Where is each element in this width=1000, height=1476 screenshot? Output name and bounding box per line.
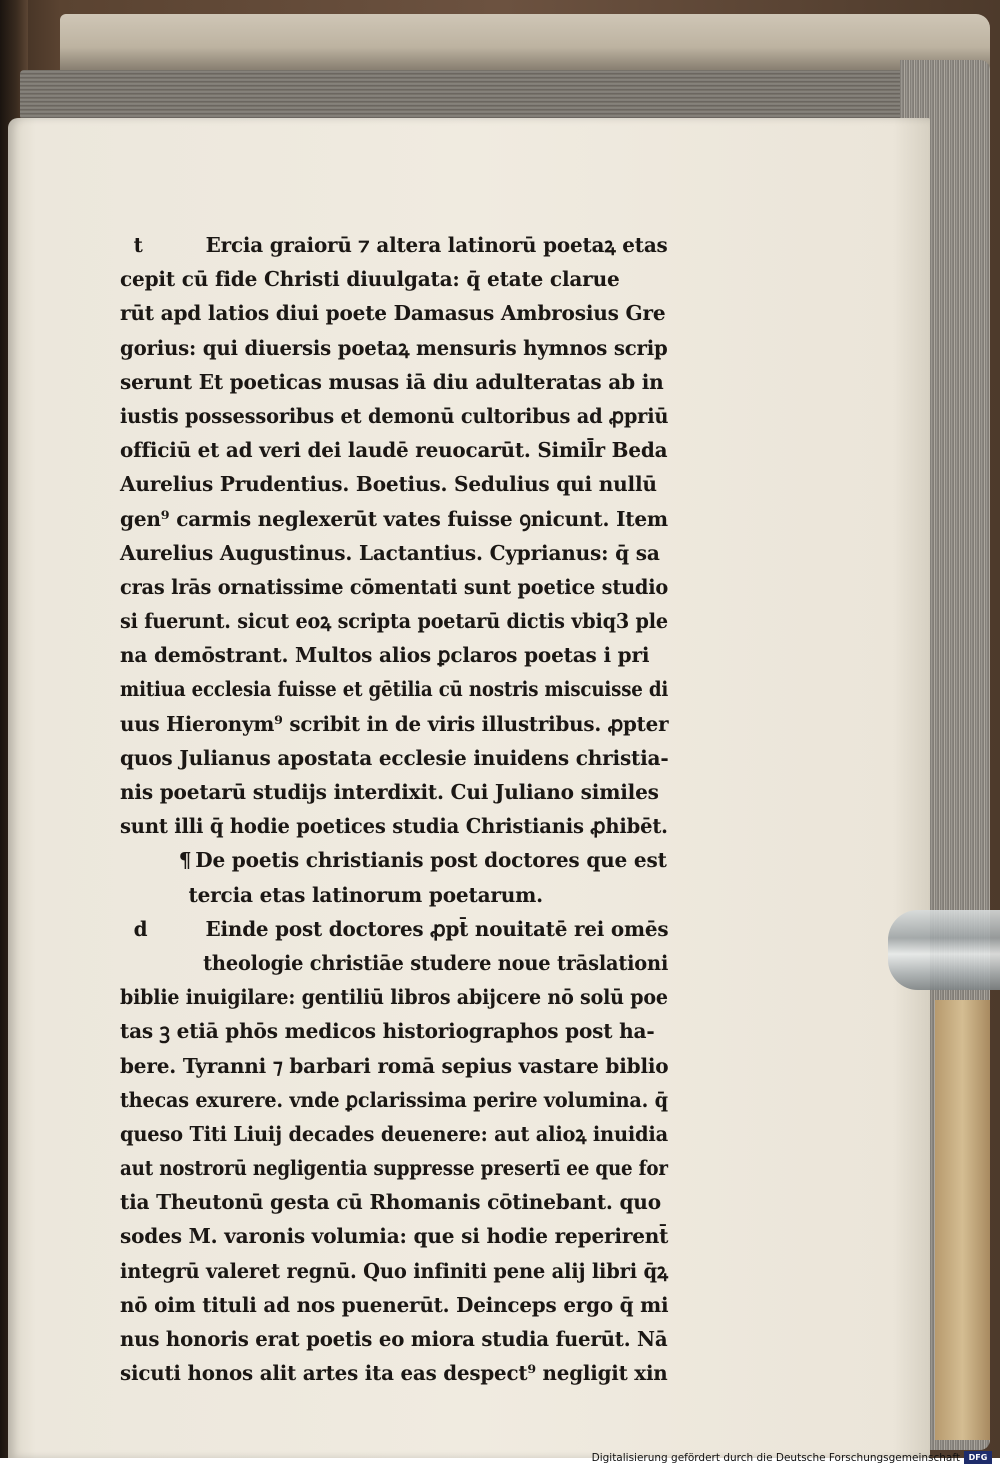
- text-line: [120, 741, 668, 775]
- line-text: nus honoris erat poetis eo miora studia fuerūt. Nā: [120, 1327, 668, 1351]
- page-block-right-lower: [935, 1000, 990, 1440]
- line-text: quos Julianus apostata ecclesie inuidens christia-: [120, 745, 669, 770]
- text-line: [120, 980, 668, 1014]
- line-text: queso Titi Liuij decades deuenere: aut alioꝝ inuidia: [120, 1121, 668, 1146]
- dfg-logo: DFG: [964, 1451, 992, 1464]
- line-text: Ercia graiorū ⁊ altera latinorū poetaꝝ etas: [205, 233, 668, 257]
- text-line: [120, 502, 668, 536]
- pilcrow-mark: ¶: [178, 848, 192, 873]
- line-text: biblie inuigilare: gentiliū libros abijcere nō solū poe: [120, 985, 668, 1010]
- text-line: [120, 946, 669, 980]
- line-text: theologie christiāe studere noue trāslationi: [203, 950, 669, 975]
- line-text: De poetis christianis post doctores que est: [195, 848, 667, 873]
- text-line: [120, 467, 668, 501]
- text-line: [120, 672, 669, 706]
- text-line: [120, 1356, 668, 1390]
- text-line: [120, 638, 668, 672]
- text-line: [120, 1254, 668, 1288]
- marginal-letter: d: [133, 916, 148, 941]
- line-text: tercia etas latinorum poetarum.: [188, 882, 543, 907]
- text-line: [120, 536, 668, 570]
- text-line: [120, 570, 669, 604]
- text-line: [120, 1117, 668, 1151]
- text-line: [120, 1322, 668, 1356]
- line-text: nō oim tituli ad nos puenerūt. Deinceps ergo q̄ mi: [120, 1292, 669, 1317]
- line-text: officiū et ad veri dei laudē reuocarūt. Simil̄r Beda: [120, 438, 668, 463]
- line-text: mitiua ecclesia fuisse et gētilia cū nostris miscuisse di: [120, 677, 669, 702]
- text-line: [120, 912, 669, 946]
- page-block-top-edges: [20, 70, 960, 120]
- line-text: integrū valeret regnū. Quo infiniti pene alij libri q̄ꝝ: [120, 1258, 668, 1283]
- line-text: iustis possessoribus et demonū cultoribus ad ꝓpriū: [120, 403, 669, 428]
- text-line: [120, 399, 669, 433]
- footer-credit: Digitalisierung gefördert durch die Deutsche Forschungsgemeinschaft: [591, 1452, 960, 1464]
- line-text: serunt Et poeticas musas iā diu adulteratas ab in: [120, 369, 664, 394]
- line-text: si fuerunt. sicut eoꝝ scripta poetarū dictis vbiq3 ple: [120, 609, 668, 634]
- text-line: [120, 1014, 668, 1048]
- line-text: thecas exurere. vnde ꝑclarissima perire volumina. q̄: [120, 1087, 668, 1112]
- text-line: [120, 604, 668, 638]
- line-text: sodes M. varonis volumia: que si hodie reperirent̄: [120, 1224, 669, 1249]
- text-line: [120, 1151, 668, 1185]
- text-line: [120, 433, 668, 467]
- text-line: [120, 1219, 668, 1253]
- line-text: na demōstrant. Multos alios ꝑclaros poetas i pri: [120, 643, 650, 668]
- text-line: [120, 1288, 669, 1322]
- line-text: uus Hieronym⁹ scribit in de viris illustribus. ꝓpter: [120, 711, 669, 736]
- text-line: [120, 809, 668, 843]
- line-text: rūt apd latios diui poete Damasus Ambrosius Gre: [120, 301, 666, 326]
- line-text: tia Theutonū gesta cū Rhomanis cōtinebant. quo: [120, 1190, 661, 1215]
- line-text: gorius: qui diuersis poetaꝝ mensuris hymnos scrip: [120, 335, 668, 360]
- line-text: sicuti honos alit artes ita eas despect⁹ negligit xin: [120, 1361, 668, 1386]
- text-line: [120, 262, 668, 296]
- line-text: cepit cū fide Christi diuulgata: q̄ etate clarue: [120, 267, 620, 292]
- page-clamp: [888, 910, 1000, 990]
- text-line: [120, 1083, 668, 1117]
- text-line: [120, 1185, 668, 1219]
- page-text-block: [120, 228, 680, 1390]
- text-line: [120, 331, 668, 365]
- marginal-letter: t: [133, 233, 143, 257]
- text-line: [120, 296, 668, 330]
- line-text: aut nostrorū negligentia suppresse presertī ee que for: [120, 1156, 668, 1181]
- line-text: Aurelius Augustinus. Lactantius. Cyprianus: q̄ sa: [120, 540, 660, 565]
- line-text: bere. Tyranni ⁊ barbari romā sepius vastare biblio: [120, 1053, 669, 1078]
- text-line: [120, 707, 669, 741]
- line-text: Einde post doctores ꝓpt̄ nouitatē rei omēs: [205, 916, 669, 941]
- text-line: [120, 365, 668, 399]
- line-text: Aurelius Prudentius. Boetius. Sedulius qui nullū: [120, 472, 657, 497]
- line-text: cras lrās ornatissime cōmentati sunt poetice studio: [120, 574, 669, 599]
- line-text: tas ꝫ etiā phōs medicos historiographos post ha-: [120, 1019, 655, 1044]
- text-line: [120, 775, 668, 809]
- text-line: [120, 228, 668, 262]
- line-text: nis poetarū studijs interdixit. Cui Juliano similes: [120, 780, 659, 804]
- line-text: sunt illi q̄ hodie poetices studia Christianis ꝓhibēt.: [120, 814, 668, 839]
- text-line: [120, 878, 668, 912]
- text-line: [120, 843, 668, 877]
- text-line: [120, 1049, 667, 1083]
- line-text: gen⁹ carmis neglexerūt vates fuisse ꝯnicunt. Item: [120, 506, 668, 531]
